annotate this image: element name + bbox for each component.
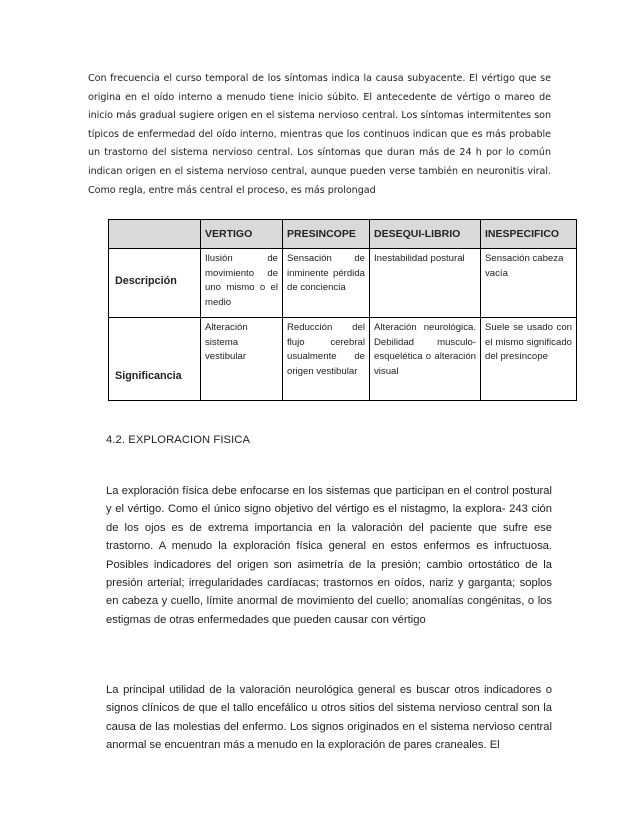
table-cell: Inestabilidad postural [370, 249, 481, 318]
table-cell: Sensación cabeza vacía [481, 249, 577, 318]
header-presincope: PRESINCOPE [283, 220, 370, 249]
table-cell: Alteración sistema vestibular [201, 318, 283, 401]
paragraph-valoracion-neurologica: La principal utilidad de la valoración neurológica general es buscar otros indicadores o signos clínicos de que el tallo encefálico u otros sitios del sistema nervioso central son la causa de las molestias del enfermo. Los signos originados en el sistema nervioso central anormal se encuentran más a menudo en la exploración de pares craneales. El [106, 684, 552, 752]
row-label-cell [109, 249, 201, 318]
table-row [109, 318, 577, 401]
table-cell: Sensación de inminente pérdida de conciencia [283, 249, 370, 318]
table-cell: Ilusión de movimiento de uno mismo o el medio [201, 249, 283, 318]
paragraph-exploracion-fisica: La exploración física debe enfocarse en los sistemas que participan en el control postural y el vértigo. Como el único signo objetivo del vértigo es el nistagmo, la explora- 243 ción de los ojos es de extrema importancia en la valoración del paciente que sufre ese trastorno. A menudo la exploración física general en estos enfermos es infructuosa. Posibles indicadores del origen son asimetría de la presión; cambio ortostático de la presión arterial; irregularidades cardíacas; trastornos en oídos, nariz y garganta; soplos en cabeza y cuello, límite anormal de movimiento del cuello; anomalías congénitas, o los estigmas de otras enfermedades que pueden causar con vértigo [106, 485, 552, 626]
section-heading: 4.2. EXPLORACION FISICA [106, 434, 251, 446]
header-vertigo: VERTIGO [201, 220, 283, 249]
table-row [109, 249, 577, 318]
symptom-table [108, 219, 577, 401]
table-cell: Alteración neurológica. Debilidad musculo-esquelética o alteración visual [370, 318, 481, 401]
table-cell: Reducción del flujo cerebral usualmente de origen vestibular [283, 318, 370, 401]
row-label-descripcion: Descripción [115, 275, 177, 287]
row-label-cell [109, 318, 201, 401]
table-header-row [109, 220, 577, 249]
header-desequilibrio: DESEQUI-LIBRIO [370, 220, 481, 249]
row-label-significancia: Significancia [115, 370, 182, 382]
header-inespecifico: INESPECIFICO [481, 220, 577, 249]
intro-paragraph: Con frecuencia el curso temporal de los síntomas indica la causa subyacente. El vértigo que se origina en el oído interno a menudo tiene inicio súbito. El antecedente de vértigo o mareo de inicio más gradual sugiere origen en el sistema nervioso central. Los síntomas intermitentes son típicos de enfermedad del oído interno, mientras que los continuos indican que es más probable un trastorno del sistema nervioso central. Los síntomas que duran más de 24 h por lo común indican origen en el sistema nervioso central, aunque pueden verse también en neuronitis viral. Como regla, entre más central el proceso, es más prolongad [88, 73, 551, 196]
table-header-blank [109, 220, 201, 249]
table-cell: Suele se usado con el mismo significado del presíncope [481, 318, 577, 401]
